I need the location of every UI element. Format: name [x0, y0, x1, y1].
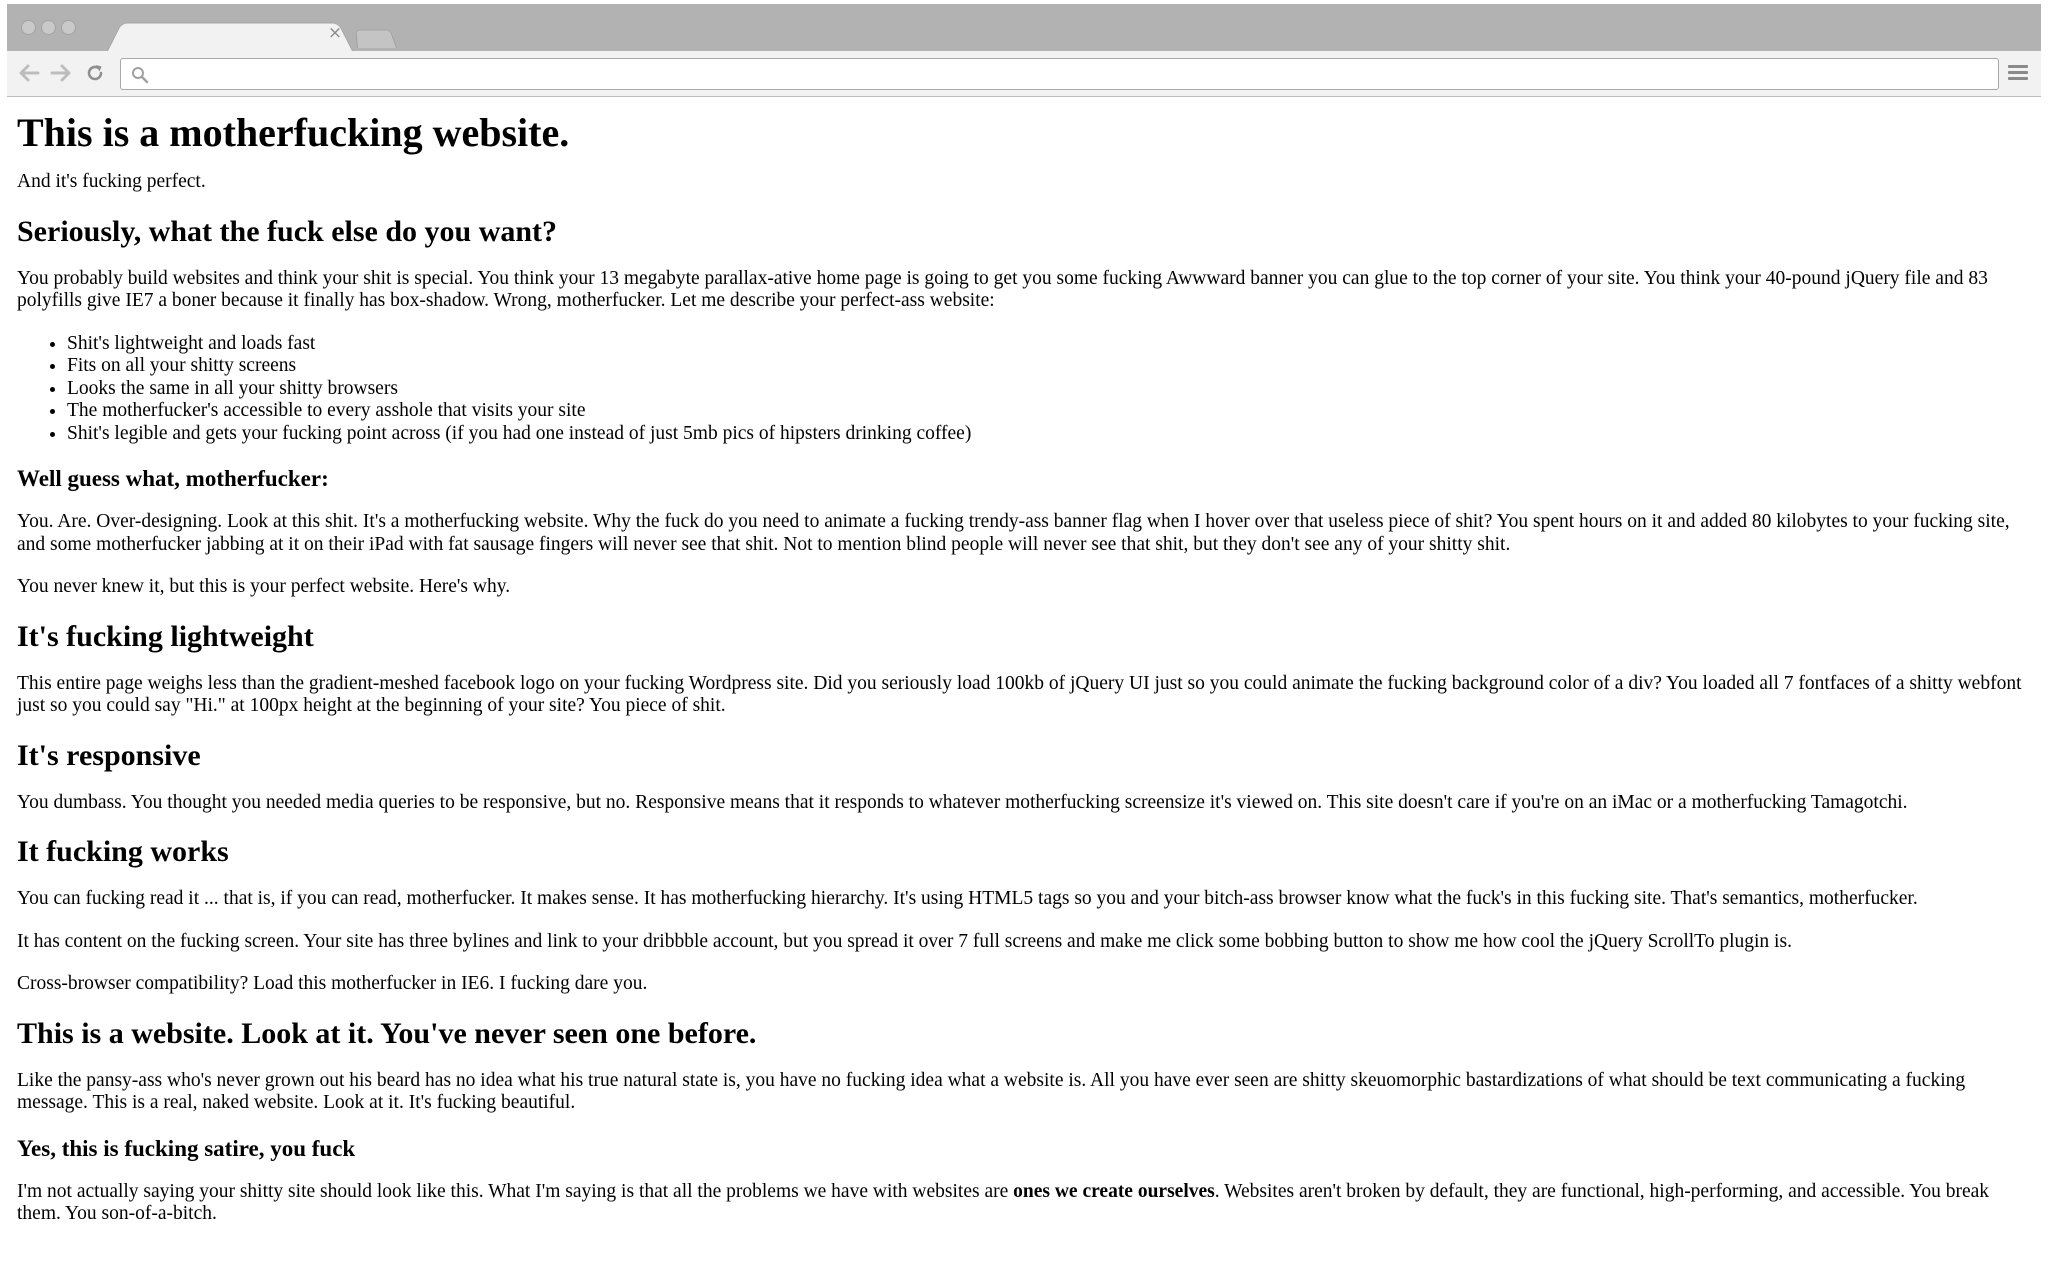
tagline: And it's fucking perfect. [17, 171, 206, 192]
menu-bar [2008, 71, 2028, 74]
list-item: • Looks the same in all your shitty browsers [67, 378, 2033, 401]
reload-icon [85, 63, 105, 83]
paragraph: It has content on the fucking screen. Your site has three bylines and link to your dribbble account, but you spread it over 7 full screens and make me click some bobbing button to show me how cool the jQuery ScrollTo plugin is. [17, 930, 1792, 952]
subsection-heading: Yes, this is fucking satire, you fuck [17, 1135, 356, 1161]
subsection-heading: Well guess what, motherfucker: [17, 466, 329, 491]
paragraph: You never knew it, but this is your perfect website. Here's why. [17, 576, 511, 597]
browser-menu-button[interactable] [2007, 62, 2029, 84]
paragraph: You can fucking read it ... that is, if you can read, motherfucker. It makes sense. It has motherfucking hierarchy. It's using HTML5 tags so you and your bitch-ass browser know what the fuck's in this fucking site. That's semantics, motherfucker. [17, 888, 1918, 909]
text-span: I'm not actually saying your shitty site should look like this. What I'm saying is that all the problems we have with websites are [17, 1180, 1014, 1202]
section-heading: It's fucking lightweight [17, 619, 314, 653]
section-heading: Seriously, what the fuck else do you want? [17, 214, 558, 248]
paragraph: You probably build websites and think your shit is special. You think your 13 megabyte parallax-ative home page is going to get you some fucking Awwward banner you can glue to the top corner of your site. You think your 40-pound jQuery file and 83 polyfills give IE7 a boner because it finally has box-shadow. Wrong, motherfucker. Let me describe your perfect-ass website: [17, 267, 1988, 311]
page-title: This is a motherfucking website. [17, 110, 570, 155]
bold-text: ones we create ourselves [1013, 1180, 1215, 1202]
list-item: • Shit's lightweight and loads fast [67, 333, 2033, 356]
section-heading: It fucking works [17, 835, 229, 868]
forward-arrow-icon [50, 64, 72, 82]
reload-button[interactable] [81, 59, 109, 87]
address-bar[interactable] [120, 58, 1999, 90]
list-item: • Shit's legible and gets your fucking point across (if you had one instead of just 5mb pics of hipsters drinking coffee) [67, 423, 2033, 446]
paragraph: Like the pansy-ass who's never grown out his beard has no idea what his true natural state is, you have no fucking idea what a website is. All you have ever seen are shitty skeuomorphic bastardizations of what should be text communicating a fucking message. This is a real, naked website. Look at it. It's fucking beautiful. [17, 1069, 1966, 1113]
paragraph: This entire page weighs less than the gradient-meshed facebook logo on your fucking Wordpress site. Did you seriously load 100kb of jQuery UI just so you could animate the fucking background color of a div? You loaded all 7 fontfaces of a shitty webfont just so you could say "Hi." at 100px height at the beginning of your site? You piece of shit. [17, 672, 2022, 716]
address-input[interactable] [157, 61, 1987, 87]
tab-close-icon[interactable]: × [327, 23, 343, 43]
back-button[interactable] [15, 59, 43, 87]
section-heading: It's responsive [17, 738, 201, 772]
paragraph: You dumbass. You thought you needed media queries to be responsive, but no. Responsive means that it responds to whatever motherfucking screensize it's viewed on. This site doesn't care if you're on an iMac or a motherfucking Tamagotchi. [17, 791, 1908, 813]
section-heading: This is a website. Look at it. You've never seen one before. [17, 1016, 757, 1050]
list-item: • Fits on all your shitty screens [67, 355, 2033, 378]
paragraph: You. Are. Over-designing. Look at this shit. It's a motherfucking website. Why the fuck do you need to animate a fucking trendy-ass banner flag when I hover over that useless piece of shit? You spent hours on it and added 80 kilobytes to your fucking site, and some motherfucker jabbing at it on their iPad with fat sausage fingers will never see that shit. Not to mention blind people will never see that shit, but they don't see any of your shitty shit. [17, 511, 2010, 555]
zoom-window-icon[interactable] [61, 20, 76, 35]
close-window-icon[interactable] [21, 20, 36, 35]
menu-bar [2008, 65, 2028, 68]
page-content [17, 99, 2033, 1246]
minimize-window-icon[interactable] [41, 20, 56, 35]
browser-tab[interactable] [107, 23, 353, 51]
paragraph: Cross-browser compatibility? Load this motherfucker in IE6. I fucking dare you. [17, 973, 648, 994]
menu-bar [2008, 77, 2028, 80]
forward-button[interactable] [47, 59, 75, 87]
text-span: . Websites aren't broken by default, they are functional, high-performing, and accessible. You break them. You son-of-a-bitch. [17, 1180, 1990, 1224]
search-icon [131, 66, 149, 84]
list-item: • The motherfucker's accessible to every asshole that visits your site [67, 400, 2033, 423]
back-arrow-icon [18, 64, 40, 82]
paragraph [17, 1181, 2033, 1226]
browser-window [7, 4, 2041, 1280]
feature-list [17, 333, 2033, 446]
tab-strip [7, 4, 2041, 51]
browser-toolbar [7, 51, 2041, 97]
new-tab-button[interactable] [356, 30, 397, 48]
